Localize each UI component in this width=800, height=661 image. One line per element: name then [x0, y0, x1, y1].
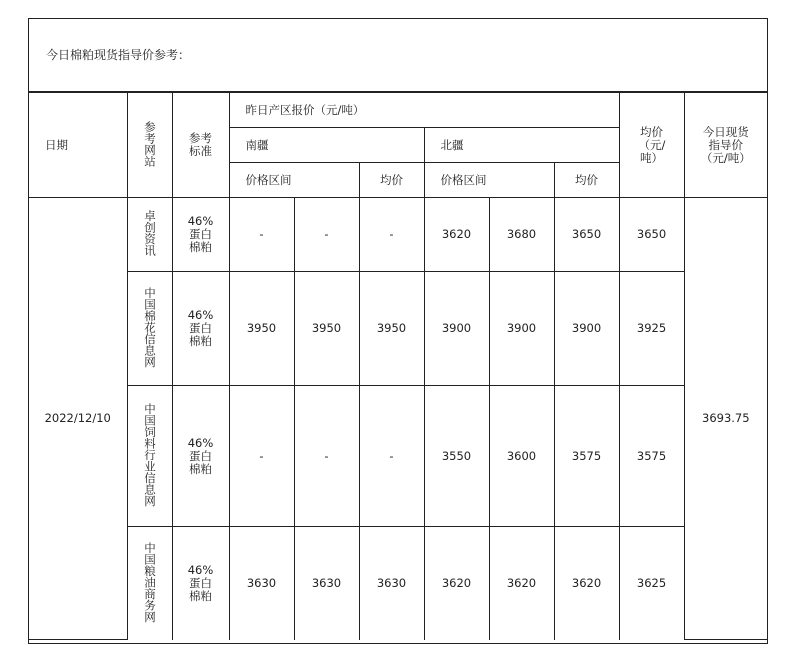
row-avg: 3575 [619, 386, 684, 527]
north-low: 3620 [424, 527, 489, 640]
south-low: 3630 [229, 527, 294, 640]
south-low: - [229, 198, 294, 272]
header-site-text: 参考网站 [143, 120, 157, 167]
row-avg: 3625 [619, 527, 684, 640]
today-price-cell: 3693.75 [684, 198, 767, 640]
standard-text: 46%蛋白棉粕 [187, 214, 214, 254]
site-text: 卓创资讯 [143, 210, 157, 256]
header-south: 南疆 [229, 128, 424, 163]
north-low: 3550 [424, 386, 489, 527]
header-avg [619, 93, 684, 198]
header-date: 日期 [29, 93, 127, 198]
header-avg-text: 均价（元/吨） [638, 124, 666, 165]
north-high: 3600 [489, 386, 554, 527]
south-high: 3950 [294, 272, 359, 386]
price-table [29, 92, 767, 640]
standard-cell [172, 386, 229, 527]
south-low: 3950 [229, 272, 294, 386]
header-row-1 [29, 93, 767, 128]
date-cell: 2022/12/10 [29, 198, 127, 640]
standard-cell [172, 198, 229, 272]
north-low: 3620 [424, 198, 489, 272]
table-row [29, 198, 767, 272]
north-avg: 3650 [554, 198, 619, 272]
site-text: 中国粮油商务网 [143, 541, 157, 622]
header-today-price-text: 今日现货指导价（元/吨） [700, 124, 751, 165]
site-cell [127, 527, 172, 640]
north-high: 3680 [489, 198, 554, 272]
north-low: 3900 [424, 272, 489, 386]
header-north: 北疆 [424, 128, 619, 163]
header-site [127, 93, 172, 198]
row-avg: 3650 [619, 198, 684, 272]
header-north-range: 价格区间 [424, 163, 554, 198]
standard-text: 46%蛋白棉粕 [187, 308, 214, 348]
header-south-range: 价格区间 [229, 163, 359, 198]
site-cell [127, 198, 172, 272]
site-text: 中国棉花信息网 [143, 286, 157, 368]
site-text: 中国饲料行业信息网 [143, 402, 157, 507]
table-row [29, 386, 767, 527]
standard-cell [172, 527, 229, 640]
header-yesterday-price: 昨日产区报价（元/吨） [229, 93, 619, 128]
south-avg: 3630 [359, 527, 424, 640]
north-avg: 3900 [554, 272, 619, 386]
south-avg: - [359, 386, 424, 527]
site-cell [127, 386, 172, 527]
south-avg: 3950 [359, 272, 424, 386]
standard-cell [172, 272, 229, 386]
header-south-avg: 均价 [359, 163, 424, 198]
header-today-price [684, 93, 767, 198]
price-table-frame [28, 18, 768, 644]
standard-text: 46%蛋白棉粕 [187, 435, 214, 476]
table-title: 今日棉粕现货指导价参考： [46, 48, 191, 62]
header-standard [172, 93, 229, 198]
site-cell [127, 272, 172, 386]
north-high: 3620 [489, 527, 554, 640]
south-avg: - [359, 198, 424, 272]
north-avg: 3620 [554, 527, 619, 640]
table-row [29, 527, 767, 640]
south-low: - [229, 386, 294, 527]
south-high: - [294, 198, 359, 272]
table-title-row [29, 19, 767, 92]
north-avg: 3575 [554, 386, 619, 527]
standard-text: 46%蛋白棉粕 [187, 562, 214, 603]
header-north-avg: 均价 [554, 163, 619, 198]
header-standard-text: 参考标准 [189, 131, 212, 158]
south-high: - [294, 386, 359, 527]
row-avg: 3925 [619, 272, 684, 386]
north-high: 3900 [489, 272, 554, 386]
table-row [29, 272, 767, 386]
south-high: 3630 [294, 527, 359, 640]
